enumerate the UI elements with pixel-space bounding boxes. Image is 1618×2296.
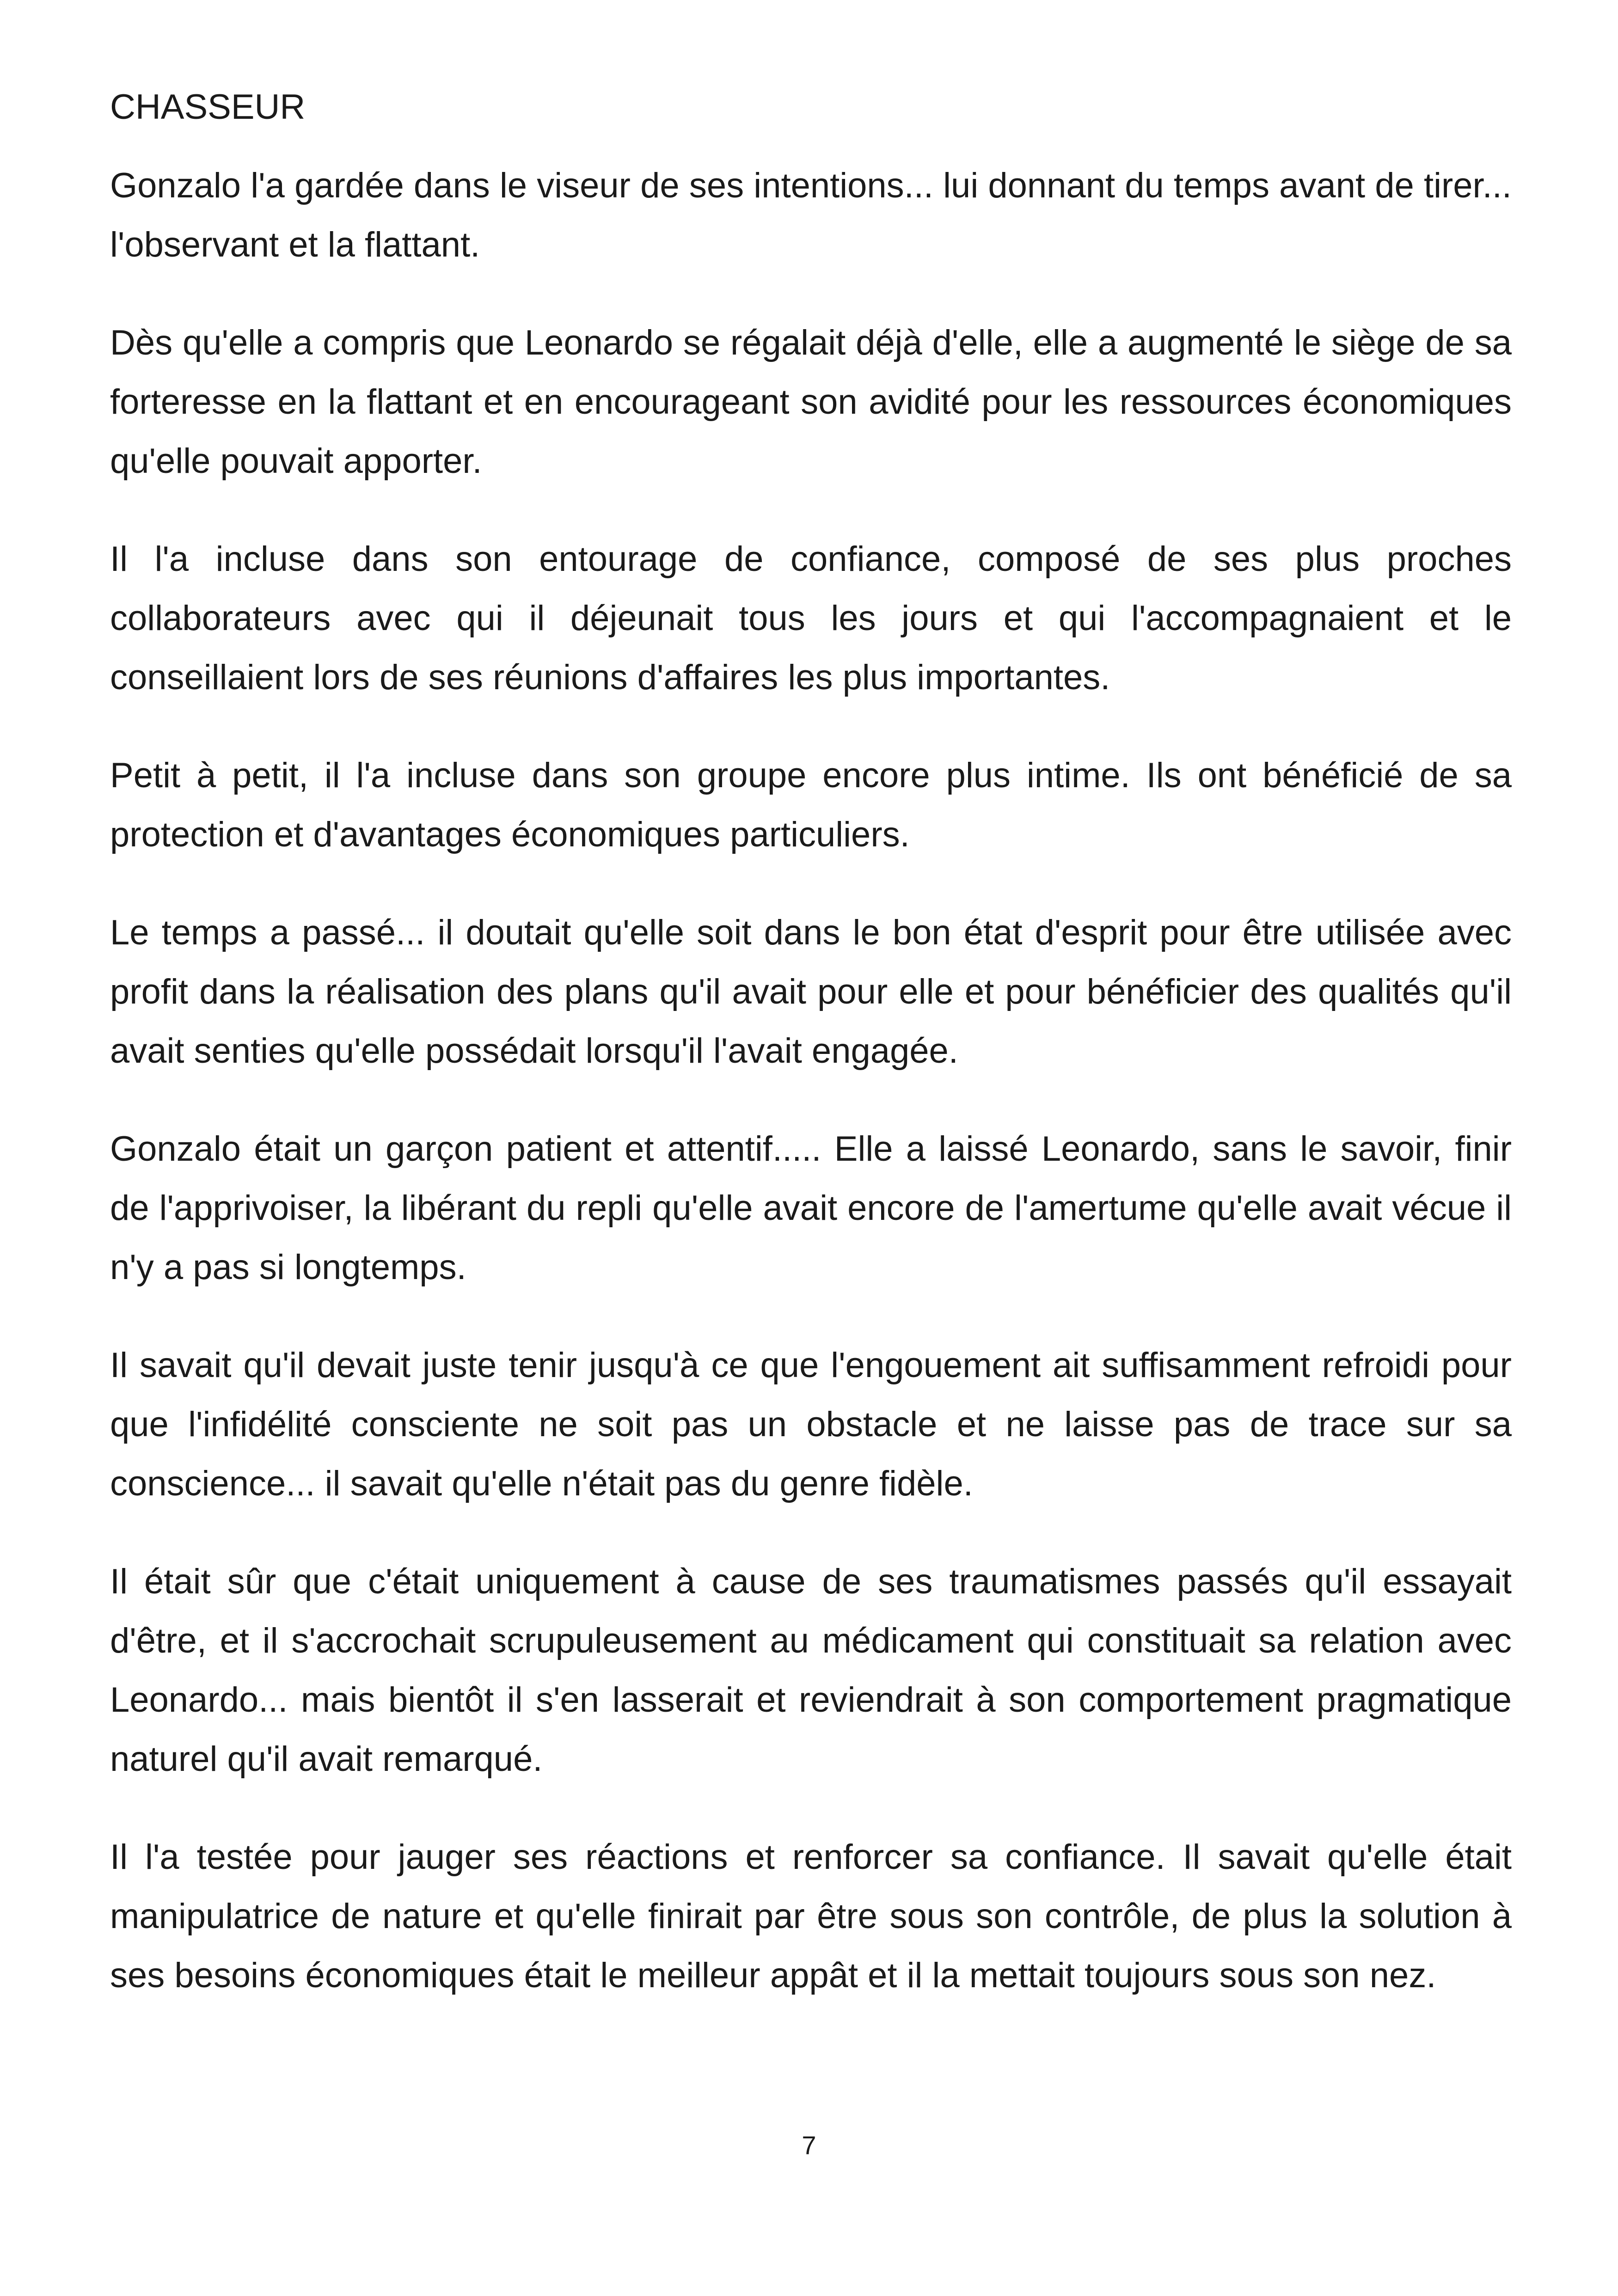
paragraph: Il l'a testée pour jauger ses réactions et renforcer sa confiance. Il savait qu'elle était manipulatrice de nature et qu'elle finirait par être sous son contrôle, de plus la solution à ses besoins économiques était le meilleur appât et il la mettait toujours sous son nez. <box>110 1837 1512 1995</box>
text-column <box>110 78 1512 2044</box>
paragraph: Il était sûr que c'était uniquement à cause de ses traumatismes passés qu'il essayait d'être, et il s'accrochait scrupuleusement au médicament qui constituait sa relation avec Leonardo... mais bientôt il s'en lasserait et reviendrait à son comportement pragmatique naturel qu'il avait remarqué. <box>110 1562 1512 1779</box>
page-number: 7 <box>802 2131 816 2160</box>
paragraph: Gonzalo était un garçon patient et attentif..... Elle a laissé Leonardo, sans le savoir, finir de l'apprivoiser, la libérant du repli qu'elle avait encore de l'amertume qu'elle avait vécue il n'y a pas si longtemps. <box>110 1129 1512 1287</box>
paragraph: Le temps a passé... il doutait qu'elle soit dans le bon état d'esprit pour être utilisée avec profit dans la réalisation des plans qu'il avait pour elle et pour bénéficier des qualités qu'il avait senties qu'elle possédait lorsqu'il l'avait engagée. <box>110 913 1512 1071</box>
paragraph: Dès qu'elle a compris que Leonardo se régalait déjà d'elle, elle a augmenté le siège de sa forteresse en la flattant et en encourageant son avidité pour les ressources économiques qu'elle pouvait apporter. <box>110 323 1512 481</box>
paragraph: Il savait qu'il devait juste tenir jusqu'à ce que l'engouement ait suffisamment refroidi pour que l'infidélité consciente ne soit pas un obstacle et ne laisse pas de trace sur sa conscience... il savait qu'elle n'était pas du genre fidèle. <box>110 1346 1512 1503</box>
paragraph: Gonzalo l'a gardée dans le viseur de ses intentions... lui donnant du temps avant de tirer... l'observant et la flattant. <box>110 166 1512 264</box>
paragraph: Petit à petit, il l'a incluse dans son groupe encore plus intime. Ils ont bénéficié de sa protection et d'avantages économiques particuliers. <box>110 756 1512 854</box>
paragraph: Il l'a incluse dans son entourage de confiance, composé de ses plus proches collaborateurs avec qui il déjeunait tous les jours et qui l'accompagnaient et le conseillaient lors de ses réunions d'affaires les plus importantes. <box>110 539 1512 697</box>
chapter-title: CHASSEUR <box>110 87 306 127</box>
